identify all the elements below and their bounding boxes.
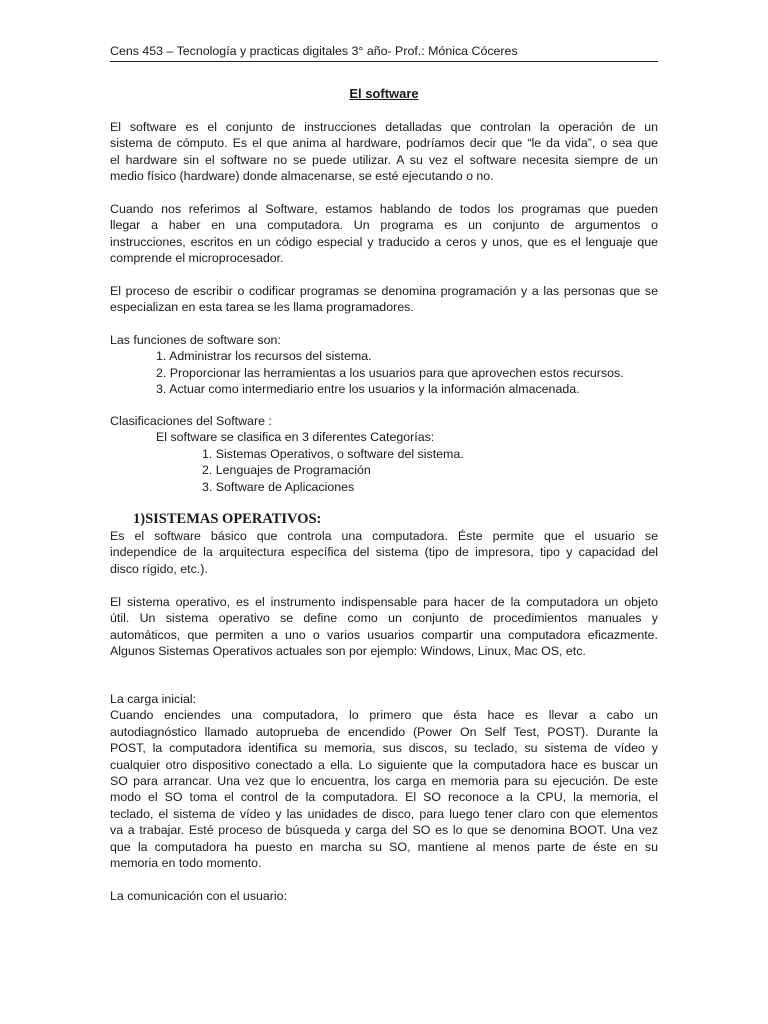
paragraph-line: instrucciones, escritos en un código especial y traducido a ceros y unos, que es el lenguaje que bbox=[110, 234, 658, 249]
paragraph-line: útil. Un sistema operativo se define como un conjunto de procedimientos manuales y bbox=[110, 611, 658, 626]
programs-paragraph bbox=[110, 201, 658, 267]
functions-list bbox=[110, 332, 658, 398]
paragraph-line: modo el SO toma el control de la computadora. El SO reconoce a la CPU, la memoria, el bbox=[110, 790, 658, 805]
paragraph-line: comprende el microprocesador. bbox=[110, 251, 284, 266]
paragraph-line: automáticos, que permiten a uno o varios usuarios compartir una computadora eficazmente. bbox=[110, 627, 658, 642]
paragraph-line: autodiagnóstico llamado autoprueba de encendido (Power On Self Test, POST). Durante la bbox=[110, 724, 658, 739]
list-item: 2. Lenguajes de Programación bbox=[202, 463, 371, 478]
paragraph-line: POST, la computadora identifica su memoria, sus discos, su teclado, su sistema de vídeo y bbox=[110, 741, 658, 756]
classifications-subintro: El software se clasifica en 3 diferentes Categorías: bbox=[156, 430, 435, 445]
functions-intro: Las funciones de software son: bbox=[110, 333, 281, 347]
section-heading: 1)SISTEMAS OPERATIVOS: bbox=[133, 511, 322, 527]
paragraph-line: el hardware sin el software no se puede utilizar. A su vez el software necesita siempre de un bbox=[110, 152, 658, 167]
paragraph-line: Cuando nos referimos al Software, estamos hablando de todos los programas que pueden bbox=[110, 202, 658, 216]
paragraph-line: disco rígido, etc.). bbox=[110, 561, 208, 576]
classifications-list bbox=[110, 413, 658, 495]
paragraph-line: memoria en todo momento. bbox=[110, 856, 262, 871]
boot-heading: La carga inicial: bbox=[110, 692, 197, 706]
list-item: 1. Administrar los recursos del sistema. bbox=[156, 349, 372, 364]
paragraph-line: El software es el conjunto de instrucciones detalladas que controlan la operación de un bbox=[110, 120, 658, 134]
list-item: 3. Software de Aplicaciones bbox=[202, 479, 355, 494]
paragraph-line: SO para arrancar. Una vez que lo encuentra, los carga en memoria para su ejecución. De este bbox=[110, 774, 658, 789]
os-paragraph-2 bbox=[110, 594, 658, 660]
programming-paragraph bbox=[110, 283, 658, 316]
list-item: 2. Proporcionar las herramientas a los usuarios para que aprovechen estos recursos. bbox=[156, 365, 624, 380]
paragraph-line: especializan en esta tarea se les llama programadores. bbox=[110, 300, 414, 315]
boot-section bbox=[110, 691, 658, 871]
communication-heading: La comunicación con el usuario: bbox=[110, 889, 288, 903]
intro-paragraph bbox=[110, 119, 658, 185]
list-item: 1. Sistemas Operativos, o software del sistema. bbox=[202, 446, 464, 461]
document-title: El software bbox=[349, 86, 419, 101]
page-header: Cens 453 – Tecnología y practicas digitales 3° año- Prof.: Mónica Cóceres bbox=[110, 44, 518, 58]
paragraph-line: El sistema operativo, es el instrumento indispensable para hacer de la computadora un objeto bbox=[110, 595, 658, 609]
paragraph-line: va a trabajar. Esté proceso de búsqueda y carga del SO es lo que se denomina BOOT. Una vez bbox=[110, 823, 658, 838]
paragraph-line: Cuando enciendes una computadora, lo primero que ésta hace es llevar a cabo un bbox=[110, 708, 658, 723]
paragraph-line: cualquier otro dispositivo conectado a ella. Lo siguiente que la computadora hace es buscar un bbox=[110, 757, 658, 772]
paragraph-line: Es el software básico que controla una computadora. Éste permite que el usuario se bbox=[110, 529, 658, 543]
paragraph-line: teclado, el sistema de vídeo y las unidades de disco, para luego tener claro con que elementos bbox=[110, 806, 658, 821]
list-item: 3. Actuar como intermediario entre los usuarios y la información almacenada. bbox=[156, 382, 580, 397]
paragraph-line: sistema de cómputo. Es el que anima al hardware, podríamos decir que “le da vida”, o sea que bbox=[110, 136, 658, 151]
paragraph-line: que la computadora ha puesto en marcha su SO, mantiene al menos parte de éste en su bbox=[110, 839, 658, 854]
paragraph-line: medio físico (hardware) donde almacenarse, se esté ejecutando o no. bbox=[110, 169, 494, 184]
paragraph-line: llegar a haber en una computadora. Un programa es un conjunto de argumentos o bbox=[110, 218, 658, 233]
classifications-intro: Clasificaciones del Software : bbox=[110, 414, 272, 428]
paragraph-line: independice de la arquitectura específica del sistema (tipo de impresora, tipo y capacidad del bbox=[110, 545, 658, 560]
paragraph-line: El proceso de escribir o codificar programas se denomina programación y a las personas que se bbox=[110, 284, 658, 298]
header-divider bbox=[110, 61, 658, 62]
paragraph-line: Algunos Sistemas Operativos actuales son por ejemplo: Windows, Linux, Mac OS, etc. bbox=[110, 644, 586, 659]
os-paragraph-1 bbox=[110, 528, 658, 577]
